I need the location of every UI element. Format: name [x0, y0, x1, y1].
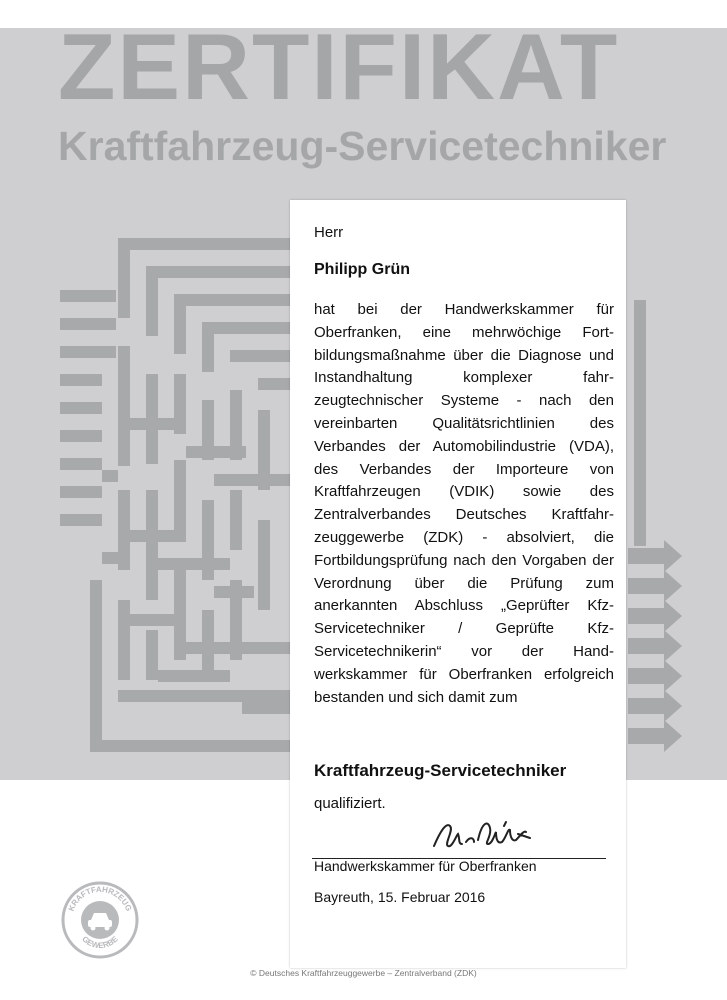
kfz-gewerbe-logo — [60, 880, 140, 960]
qualified-text: qualifiziert. — [314, 795, 386, 812]
recipient-name: Philipp Grün — [314, 261, 410, 278]
certificate-subtitle: Kraftfahrzeug-Servicetechniker — [58, 123, 667, 169]
issuer-name: Handwerkskammer für Oberfranken — [314, 858, 537, 874]
logo-top-text: KRAFTFAHRZEUG — [66, 884, 134, 913]
certificate-title: ZERTIFIKAT — [58, 14, 620, 119]
salutation: Herr — [314, 224, 344, 241]
copyright: © Deutsches Kraftfahrzeuggewerbe – Zentralverband (ZDK) — [250, 968, 477, 978]
logo-bottom-text: GEWERBE — [80, 934, 120, 951]
qualification-title: Kraftfahrzeug-Servicetechniker — [314, 761, 567, 780]
signature-icon — [430, 812, 540, 858]
place-date: Bayreuth, 15. Februar 2016 — [314, 889, 486, 905]
arrow-right-icon — [628, 540, 682, 752]
certificate-body: hat bei der Handwerkskammer für Oberfranken, eine mehrwöchige Fortbildungsmaßnahme über die Diagnose und Instandhaltung komplexer fahrzeugtechnischer Systeme - nach den vereinbarten Qualitätsrichtlinien des Verbandes der Automobilindustrie (VDA), des Verbandes der Importeure von Kraftfahrzeugen (VDIK) sowie des Zentralverbandes Deutsches Kraftfahrzeuggewerbe (ZDK) - absolviert, die Fortbildungsprüfung nach den Vorgaben der Verordnung über die Prüfung zum anerkannten Abschluss „Geprüfter Kfz-Servicetechniker / Geprüfte Kfz-Servicetechnikerin“ vor der Handwerkskammer für Oberfranken erfolgreich bestanden und sich damit zum — [314, 301, 614, 706]
